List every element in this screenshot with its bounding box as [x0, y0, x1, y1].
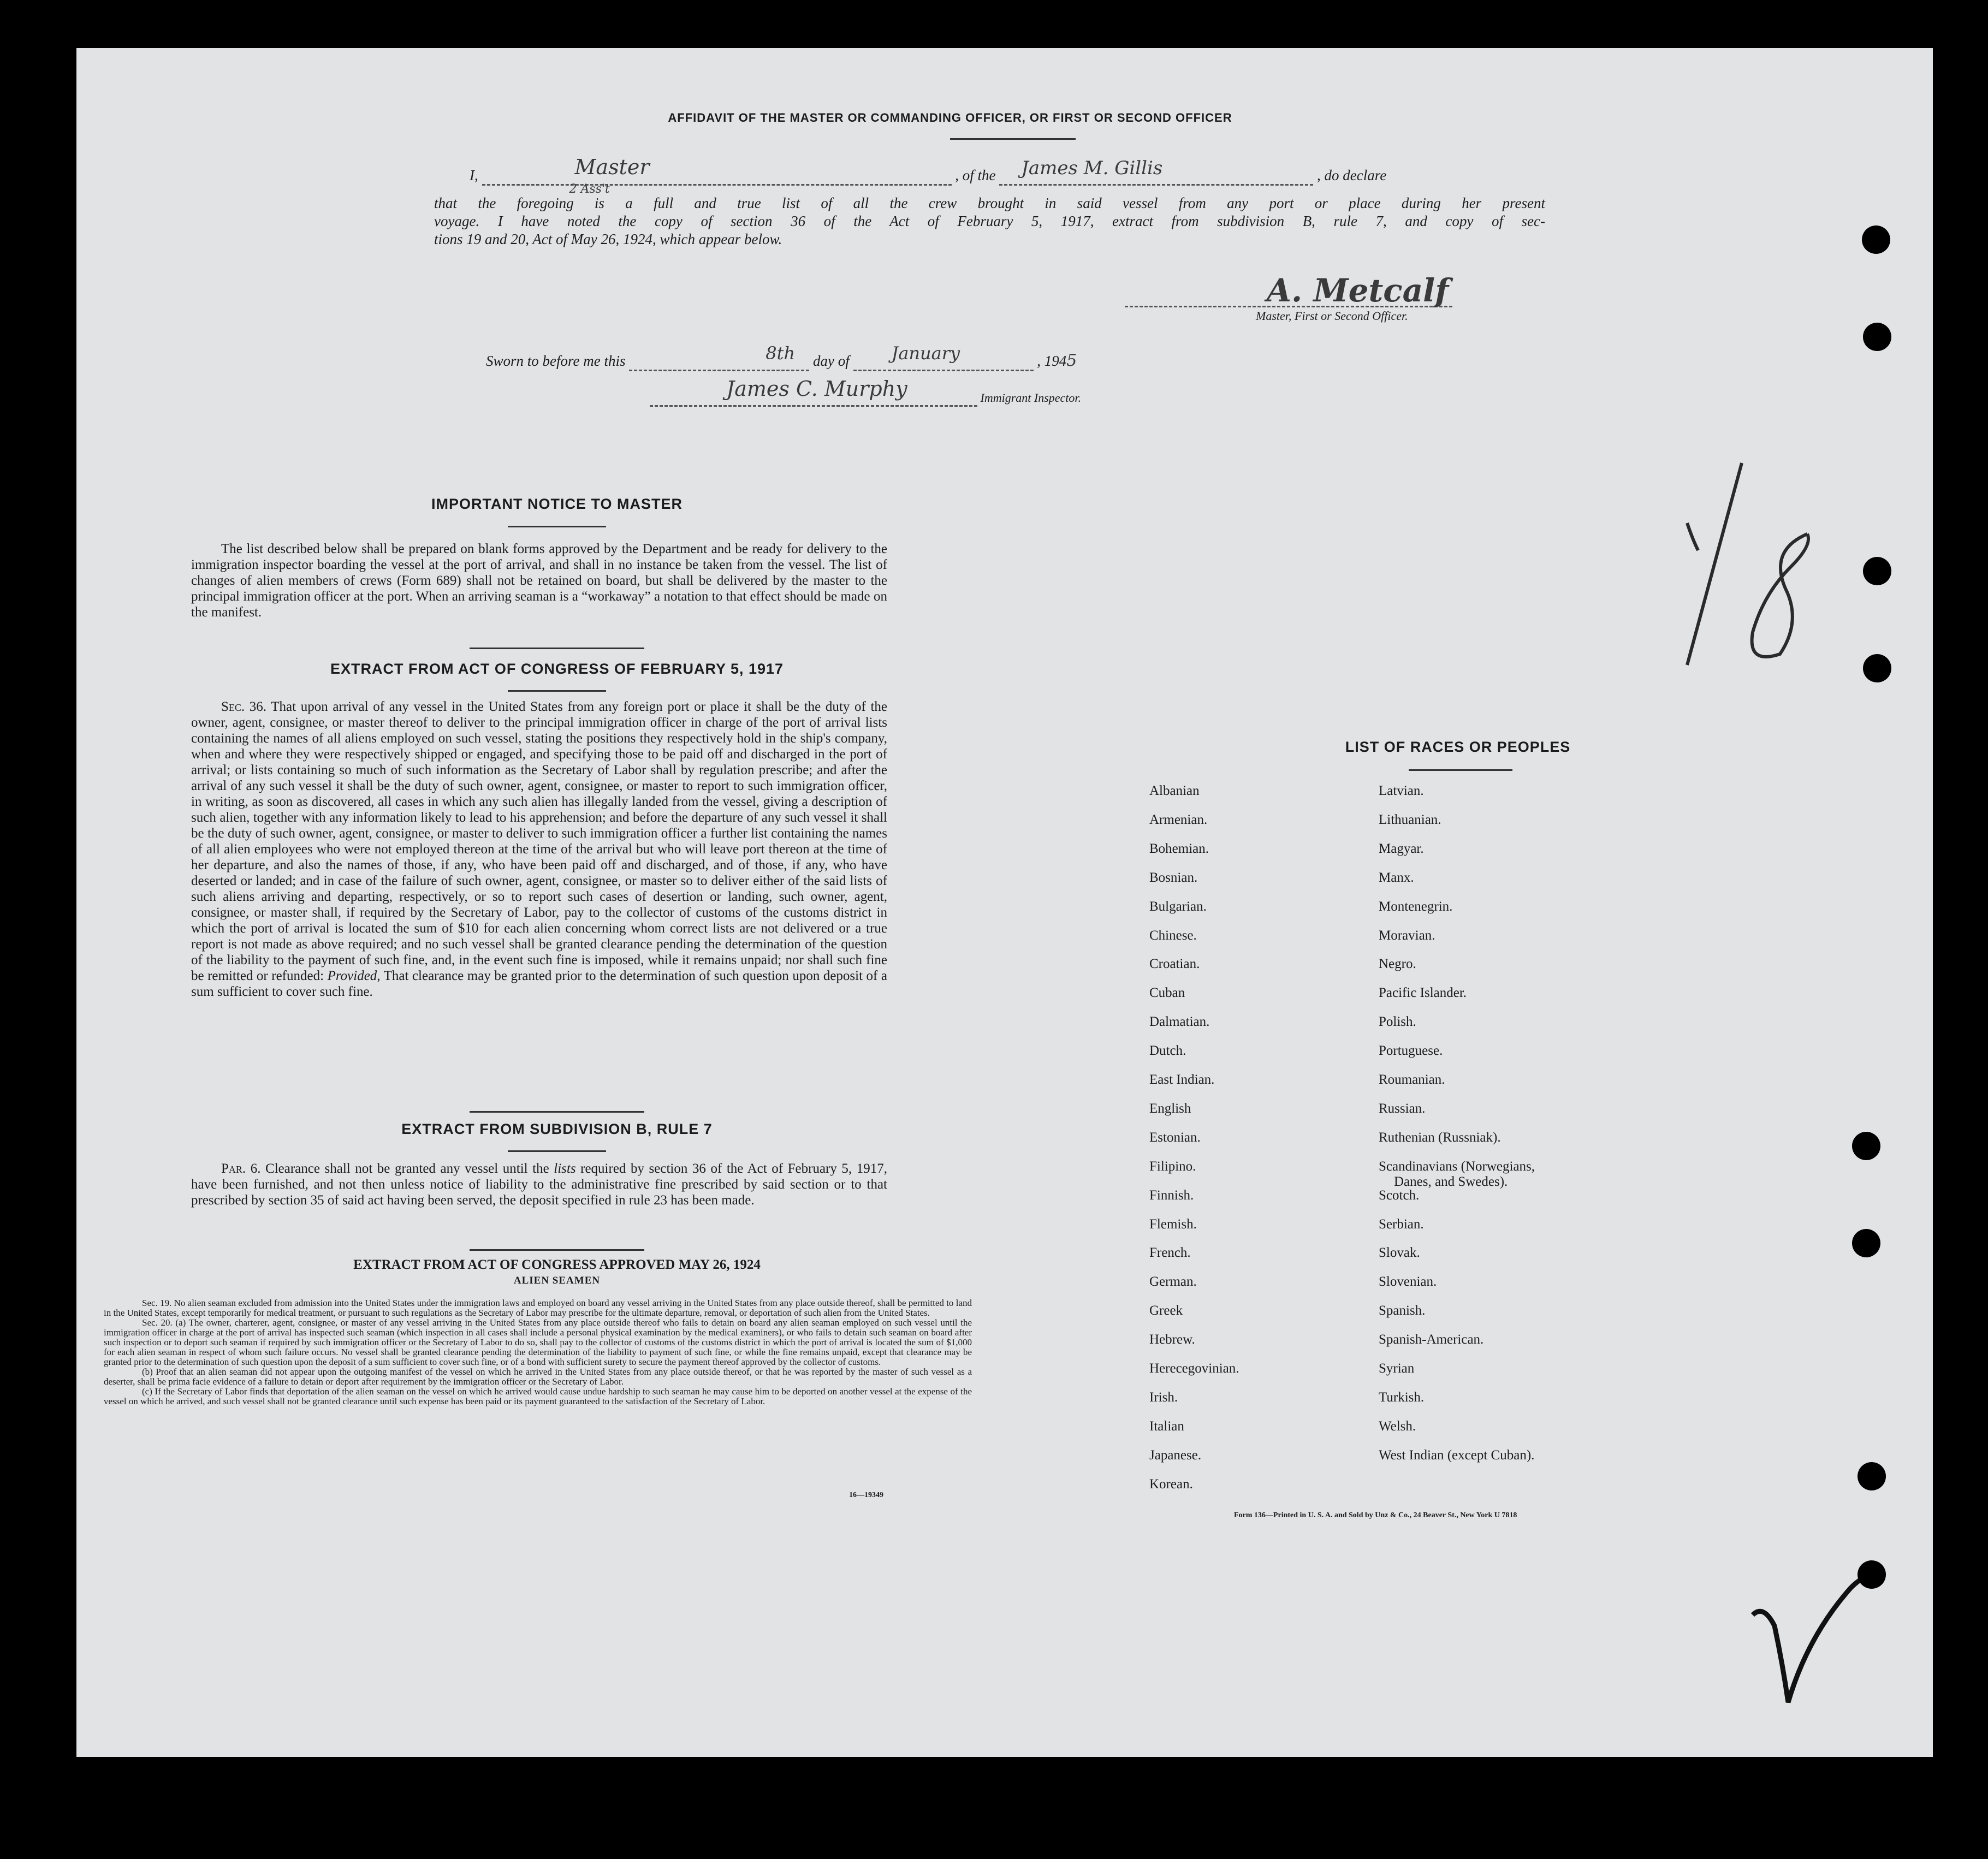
race-item: Welsh.: [1379, 1418, 1416, 1434]
race-item: West Indian (except Cuban).: [1379, 1447, 1535, 1463]
extract-1917-title: EXTRACT FROM ACT OF CONGRESS OF FEBRUARY 5, 1917: [330, 661, 784, 677]
inspector-signature-field: [650, 377, 977, 407]
race-item: Greek: [1149, 1303, 1183, 1318]
race-item: Dalmatian.: [1149, 1014, 1210, 1030]
race-item: Flemish.: [1149, 1216, 1197, 1232]
vessel-name-field: [999, 157, 1313, 186]
race-item: English: [1149, 1101, 1191, 1116]
officer-name-handwriting: Master: [574, 155, 650, 179]
section-divider-2: [470, 1111, 644, 1113]
extract-1917-text: [191, 699, 887, 1000]
sworn-year-prefix: , 194: [1037, 353, 1067, 369]
declaration-line-3: voyage. I have noted the copy of section 36 of the Act of February 5, 1917, extract from subdivision B, rule 7, and copy of sec-: [434, 213, 1545, 229]
sworn-day-of: day of: [813, 353, 850, 369]
sec-36-end: That clearance may be granted prior to the determination of such question upon deposit of a sum sufficient to cover such fine.: [191, 969, 887, 999]
race-item: Ruthenian (Russniak).: [1379, 1130, 1501, 1145]
race-item: Latvian.: [1379, 783, 1424, 798]
binder-hole: [1863, 557, 1891, 585]
extract-1924-text: [104, 1298, 972, 1406]
race-item: Danes, and Swedes).: [1394, 1174, 1508, 1189]
binder-hole: [1852, 1229, 1880, 1257]
margin-fraction-handwriting: [1605, 458, 1889, 709]
provided-word: Provided,: [327, 969, 381, 983]
sec-20a-text: Sec. 20. (a) The owner, charterer, agent, consignee, or master of any vessel arriving in the United States from any place outside thereof who fails to detain on board any alien seaman employed on such vessel until the immigration officer in charge at the port of arrival has inspected such seaman (which inspection in all cases shall include a personal physical examination by the medical examiners), or who fails to detain such seaman on board after such inspection or to deport such seaman if required by such immigration officer or the Secretary of Labor to do so, shall pay to the collector of customs of the customs district in which the port of arrival is located the sum of $1,000 for each alien seaman in respect of whom such failure occurs. No vessel shall be granted clearance pending the determination of the liability to payment of such fine, or while the fine remains unpaid, except that clearance may be granted prior to the determination of such question upon the deposit of a sum sufficient to cover such fine, or of a bond with sufficient surety to secure the payment thereof approved by the collector of customs.: [104, 1317, 972, 1367]
sec-36-label: Sec. 36.: [221, 699, 267, 714]
title-divider: [950, 138, 1076, 140]
signature-label: Master, First or Second Officer.: [1256, 309, 1408, 323]
sec-36-body: That upon arrival of any vessel in the United States from any foreign port or place it shall be the duty of the owner, agent, consignee, or master thereof to deliver to the principal immigration officer in charge of the port of arrival lists containing the names of all aliens employed on such vessel, stating the positions they respectively hold in the ship's company, when and where they were respectively shipped or engaged, and specifying those to be paid off and discharged in the port of arrival; or lists containing so much of such information as the Secretary of Labor shall by regulation prescribe; and after the arrival of any such vessel it shall be the duty of such owner, agent, consignee, or master to report to such immigration officer, in writing, as soon as discovered, all cases in which any such alien has illegally landed from the vessel, giving a description of such alien, together with any information likely to lead to his apprehension; and before the departure of any such vessel it shall be the duty of such owner, agent, consignee, or master to deliver to such immigration officer a further list containing the names of all alien employees who were not employed thereon at the time of the arrival but who will leave port thereon at the time of her departure, and also the names of those, if any, who have been paid off and discharged, and of those, if any, who have deserted or landed; and in case of the failure of such owner, agent, consignee, or master so to deliver either of the said lists of such aliens arriving and departing, respectively, or so to report such cases of desertion or landing, such owner, agent, consignee, or master shall, if required by the Secretary of Labor, pay to the collector of customs of the customs district in which the port of arrival is located the sum of $10 for each alien concerning whom correct lists are not delivered or a true report is not made as above required; and no such vessel shall be granted clearance pending the determination of the question of the liability to the payment of such fine, and, in the event such fine is imposed, while it remains unpaid; nor shall such fine be remitted or refunded:: [191, 699, 888, 983]
race-item: Magyar.: [1379, 841, 1424, 856]
sworn-month-handwriting: January: [891, 343, 960, 364]
sworn-line: [486, 343, 1250, 371]
race-item: Japanese.: [1149, 1447, 1202, 1463]
race-item: Slovenian.: [1379, 1274, 1437, 1290]
race-item: Bulgarian.: [1149, 899, 1207, 914]
rule7-divider: [508, 1150, 606, 1152]
section-divider-3: [470, 1249, 644, 1251]
race-item: Turkish.: [1379, 1389, 1425, 1405]
officer-signature-handwriting: A. Metcalf: [1267, 272, 1449, 309]
declaration-line-2: that the foregoing is a full and true list of all the crew brought in said vessel from any port or place during her present: [434, 195, 1545, 211]
binder-hole: [1852, 1132, 1880, 1160]
race-item: Syrian: [1379, 1361, 1415, 1376]
race-item: East Indian.: [1149, 1072, 1215, 1087]
race-item: French.: [1149, 1245, 1191, 1261]
race-item: Bosnian.: [1149, 870, 1198, 885]
declaration-prefix: I,: [470, 167, 478, 183]
binder-hole: [1863, 323, 1891, 351]
lists-word: lists: [554, 1161, 576, 1176]
race-item: Polish.: [1379, 1014, 1416, 1030]
binder-hole: [1858, 1560, 1886, 1589]
race-item: Lithuanian.: [1379, 812, 1441, 827]
affidavit-title: AFFIDAVIT OF THE MASTER OR COMMANDING OFFICER, OR FIRST OR SECOND OFFICER: [668, 111, 1232, 124]
race-item: Albanian: [1149, 783, 1200, 798]
race-item: Slovak.: [1379, 1245, 1420, 1261]
rule7-text: [191, 1161, 887, 1208]
race-item: Montenegrin.: [1379, 899, 1453, 914]
sworn-prefix: Sworn to before me this: [486, 353, 626, 369]
race-item: Armenian.: [1149, 812, 1208, 827]
race-item: Finnish.: [1149, 1187, 1194, 1203]
race-item: Russian.: [1379, 1101, 1426, 1116]
sworn-day-field: [629, 343, 809, 371]
binder-hole: [1862, 225, 1890, 254]
notice-text: The list described below shall be prepared on blank forms approved by the Department and be ready for delivery to the immigration inspector boarding the vessel at the port of arrival, and shall in no instance be taken from the vessel. The list of changes of alien members of crews (Form 689) shall not be retained on board, but shall be delivered by the master to the principal immigration officer at the port. When an arriving seaman is a “workaway” a notation to that effect should be made on the manifest.: [191, 542, 887, 620]
inspector-signature-handwriting: James C. Murphy: [726, 377, 907, 401]
race-item: German.: [1149, 1274, 1197, 1290]
binder-hole: [1858, 1462, 1886, 1490]
race-item: Spanish.: [1379, 1303, 1426, 1318]
race-item: Moravian.: [1379, 928, 1435, 943]
declaration-suffix: , do declare: [1317, 167, 1387, 183]
notice-title: IMPORTANT NOTICE TO MASTER: [431, 496, 683, 512]
declaration-of-the: , of the: [955, 167, 996, 183]
race-item: Dutch.: [1149, 1043, 1186, 1059]
race-item: Chinese.: [1149, 928, 1197, 943]
extract-1924-title: EXTRACT FROM ACT OF CONGRESS APPROVED MAY 26, 1924: [353, 1257, 761, 1272]
race-item: Korean.: [1149, 1476, 1193, 1492]
race-item: Portuguese.: [1379, 1043, 1443, 1059]
printer-footer: Form 136—Printed in U. S. A. and Sold by Unz & Co., 24 Beaver St., New York U 7818: [1234, 1511, 1517, 1519]
races-divider: [1409, 769, 1512, 771]
race-item: Hebrew.: [1149, 1332, 1195, 1347]
race-item: Bohemian.: [1149, 841, 1209, 856]
rule7-text-a: Clearance shall not be granted any vessel until the: [265, 1161, 549, 1176]
rule7-text-b: required by section 36 of the Act of February 5, 1917, have been furnished, and not then unless notice of liability to the administrative fine prescribed by said section or to that prescribed by section 35 of said act having been served, the deposit specified in rule 23 has been made.: [191, 1161, 887, 1208]
inspector-line: [650, 377, 1250, 407]
races-left-column: [1149, 783, 1368, 1559]
race-item: Negro.: [1379, 957, 1416, 972]
section-divider-1: [470, 648, 644, 649]
binder-hole: [1863, 654, 1891, 682]
sworn-day-handwriting: 8th: [765, 343, 796, 364]
declaration-line-4: tions 19 and 20, Act of May 26, 1924, which appear below.: [434, 231, 782, 247]
race-item: Irish.: [1149, 1389, 1178, 1405]
race-item: Serbian.: [1379, 1216, 1424, 1232]
extract-1917-divider: [508, 690, 606, 692]
officer-signature-block: [1125, 272, 1507, 323]
inspector-label: Immigrant Inspector.: [980, 391, 1082, 405]
race-item: Pacific Islander.: [1379, 985, 1467, 1001]
officer-name-field: [482, 155, 952, 196]
race-item: Spanish-American.: [1379, 1332, 1484, 1347]
affidavit-form-page: [76, 48, 1933, 1757]
declaration-line-1: [470, 155, 1562, 196]
sec-20c-text: (c) If the Secretary of Labor finds that deportation of the alien seaman on the vessel on which he arrived would cause undue hardship to such seaman he may cause him to be deported on another vessel at the expense of the vessel on which he arrived, and such vessel shall not be granted clearance until such expense has been paid or its payment guaranteed to the satisfaction of the Secretary of Labor.: [104, 1386, 972, 1406]
sec-20b-text: (b) Proof that an alien seaman did not appear upon the outgoing manifest of the vessel on which he arrived in the United States from any place outside thereof, or that he was reported by the master of such vessel as a deserter, shall be prima facie evidence of a failure to detain or deport after requirement by the immigration officer or the Secretary of Labor.: [104, 1367, 972, 1387]
officer-rank-handwriting: 2 Ass't: [569, 182, 610, 196]
race-item: Scandinavians (Norwegians,: [1379, 1159, 1535, 1174]
race-item: Manx.: [1379, 870, 1414, 885]
race-item: Roumanian.: [1379, 1072, 1445, 1087]
race-item: Herecegovinian.: [1149, 1361, 1239, 1376]
sworn-month-field: [853, 343, 1034, 371]
form-code: 16—19349: [849, 1491, 883, 1499]
rule7-title: EXTRACT FROM SUBDIVISION B, RULE 7: [401, 1121, 713, 1137]
race-item: Scotch.: [1379, 1187, 1420, 1203]
races-right-column: [1379, 783, 1706, 1559]
race-item: Italian: [1149, 1418, 1184, 1434]
fraction-drawing: [1605, 458, 1889, 709]
races-title: LIST OF RACES OR PEOPLES: [1345, 739, 1571, 755]
sec-19-text: Sec. 19. No alien seaman excluded from admission into the United States under the immigration laws and employed on board any vessel arriving in the United States from any place outside thereof, shall be permitted to land in the United States, except temporarily for medical treatment, or pursuant to such regulations as the Secretary of Labor may prescribe for the ultimate departure, removal, or deportation of such alien from the United States.: [104, 1298, 972, 1318]
race-item: Estonian.: [1149, 1130, 1201, 1145]
extract-1924-subtitle: ALIEN SEAMEN: [513, 1275, 601, 1286]
par-6-label: Par. 6.: [221, 1161, 261, 1176]
notice-divider: [508, 526, 606, 527]
race-item: Filipino.: [1149, 1159, 1196, 1174]
sworn-year-handwriting: 5: [1066, 351, 1077, 370]
race-item: Croatian.: [1149, 957, 1200, 972]
declaration-paragraph: [434, 194, 1545, 248]
vessel-name-handwriting: James M. Gillis: [1021, 157, 1163, 179]
race-item: Cuban: [1149, 985, 1185, 1001]
